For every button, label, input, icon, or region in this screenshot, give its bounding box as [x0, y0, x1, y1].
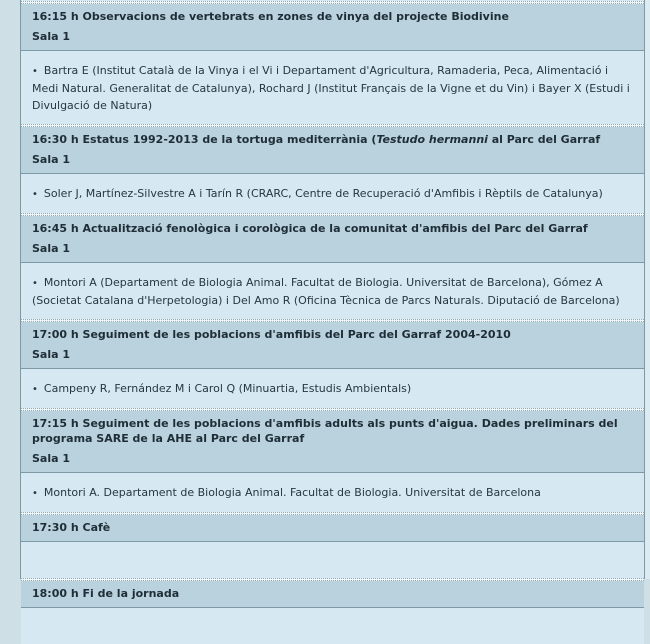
session-room: Sala 1 [32, 452, 71, 465]
session-title-text: Fi de la jornada [82, 587, 180, 600]
session-content [21, 369, 644, 408]
author-item [32, 484, 630, 502]
session-header [21, 127, 644, 174]
author-item [32, 62, 630, 114]
session-time: 16:45 h [32, 222, 83, 235]
author-item [32, 380, 630, 398]
session-title [32, 520, 632, 535]
session-time: 18:00 h [32, 587, 83, 600]
session-time: 16:30 h [32, 133, 83, 146]
session-title-text: Estatus 1992-2013 de la tortuga mediterrània (Testudo hermanni al Parc del Garraf [82, 133, 601, 146]
session-row [21, 581, 644, 644]
left-margin [0, 0, 20, 579]
session-row [21, 411, 644, 515]
session-title-text: Seguiment de les poblacions d'amfibis adults als punts d'aigua. Dades preliminars del programa SARE de la AHE al Parc del Garraf [32, 417, 618, 445]
session-content [21, 174, 644, 213]
session-time: 17:00 h [32, 328, 83, 341]
session-header [21, 4, 644, 51]
author-text: Bartra E (Institut Català de la Vinya i el Vi i Departament d'Agricultura, Ramaderia, Peca, Alimentació i Medi Natural. Generalitat de Catalunya), Rochard J (Institut Français de la Vigne et du Vin) i Bayer X (Estudi i Divulgació de Natura) [32, 64, 630, 112]
session-title [32, 9, 632, 24]
program-table [20, 0, 645, 600]
session-title-text: Cafè [82, 521, 111, 534]
session-row [21, 515, 644, 581]
session-title [32, 327, 632, 342]
bullet-icon: • [32, 66, 38, 77]
session-title-text: Observacions de vertebrats en zones de vinya del projecte Biodivine [82, 10, 509, 23]
session-content [21, 542, 644, 578]
session-content [21, 608, 644, 644]
session-header [21, 411, 644, 473]
session-header [21, 216, 644, 263]
session-title-text: Actualització fenològica i corològica de la comunitat d'amfibis del Parc del Garraf [82, 222, 588, 235]
session-content [21, 263, 644, 319]
author-item [32, 274, 630, 309]
session-title [32, 416, 632, 446]
right-margin [645, 0, 650, 579]
session-title [32, 221, 632, 236]
session-room: Sala 1 [32, 242, 71, 255]
session-row [21, 4, 644, 127]
author-text: Campeny R, Fernández M i Carol Q (Minuartia, Estudis Ambientals) [43, 382, 412, 395]
session-time: 17:30 h [32, 521, 83, 534]
session-room: Sala 1 [32, 30, 71, 43]
author-item [32, 185, 630, 203]
session-room: Sala 1 [32, 348, 71, 361]
author-text: Montori A (Departament de Biologia Animal. Facultat de Biologia. Universitat de Barcelona), Gómez A (Societat Catalana d'Herpetologia) i Del Amo R (Oficina Tècnica de Parcs Naturals. Diputació de Barcelona) [32, 276, 620, 307]
session-content [21, 473, 644, 512]
session-header [21, 322, 644, 369]
session-time: 16:15 h [32, 10, 83, 23]
author-text: Montori A. Departament de Biologia Animal. Facultat de Biologia. Universitat de Barcelona [43, 486, 541, 499]
session-content [21, 51, 644, 124]
session-time: 17:15 h [32, 417, 83, 430]
session-title-text: Seguiment de les poblacions d'amfibis del Parc del Garraf 2004-2010 [82, 328, 511, 341]
bullet-icon: • [32, 488, 38, 499]
session-title [32, 132, 632, 147]
session-list [21, 4, 644, 644]
bullet-icon: • [32, 384, 38, 395]
session-header [21, 581, 644, 608]
session-room: Sala 1 [32, 153, 71, 166]
session-row [21, 322, 644, 411]
bullet-icon: • [32, 189, 38, 200]
author-text: Soler J, Martínez-Silvestre A i Tarín R (CRARC, Centre de Recuperació d'Amfibis i Rèptils de Catalunya) [43, 187, 603, 200]
session-row [21, 127, 644, 216]
session-row [21, 216, 644, 322]
bullet-icon: • [32, 278, 38, 289]
session-header [21, 515, 644, 542]
session-title [32, 586, 632, 601]
